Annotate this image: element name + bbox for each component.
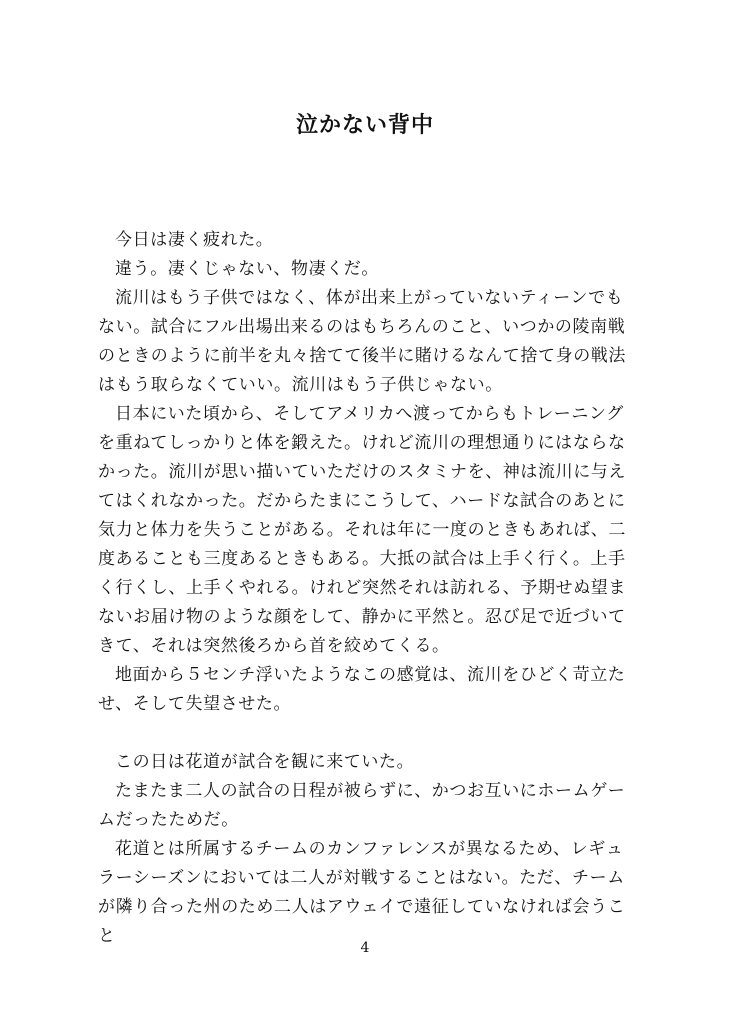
paragraph: 今日は凄く疲れた。 (115, 230, 274, 250)
paragraph: 違う。凄くじゃない、物凄くだ。 (115, 259, 379, 279)
body-text (98, 226, 638, 951)
paragraph: この日は花道が試合を観に来ていた。 (115, 752, 415, 772)
paragraph: 流川はもう子供ではなく、体が出来上がっていないティーンでもない。試合にフル出場出来るのはもちろんのこと、いつかの陵南戦のときのように前半を丸々捨てて後半に賭けるなんて捨て身の戦法はもう取らなくていい。流川はもう子供じゃない。 (98, 288, 626, 395)
paragraph: たまたま二人の試合の日程が被らずに、かつお互いにホームゲームだったためだ。 (98, 781, 626, 830)
paragraph: 日本にいた頃から、そしてアメリカへ渡ってからもトレーニングを重ねてしっかりと体を鍛えた。けれど流川の理想通りにはならなかった。流川が思い描いていただけのスタミナを、神は流川に与えてはくれなかった。だからたまにこうして、ハードな試合のあとに気力と体力を失うことがある。それは年に一度のときもあれば、二度あることも三度あるときもある。大抵の試合は上手く行く。上手く行くし、上手くやれる。けれど突然それは訪れる、予期せぬ望まないお届け物のような顔をして、静かに平然と。忍び足で近づいてきて、それは突然後ろから首を絞めてくる。 (98, 404, 626, 656)
paragraph: 地面から５センチ浮いたようなこの感覚は、流川をひどく苛立たせ、そして失望させた。 (98, 665, 626, 714)
section-break (98, 719, 638, 748)
paragraph: 花道とは所属するチームのカンファレンスが異なるため、レギュラーシーズンにおいては二人が対戦することはない。ただ、チームが隣り合った州のため二人はアウェイで遠征していなければ会うこと (98, 839, 626, 946)
page-number: 4 (360, 940, 370, 956)
chapter-title: 泣かない背中 (295, 112, 434, 138)
